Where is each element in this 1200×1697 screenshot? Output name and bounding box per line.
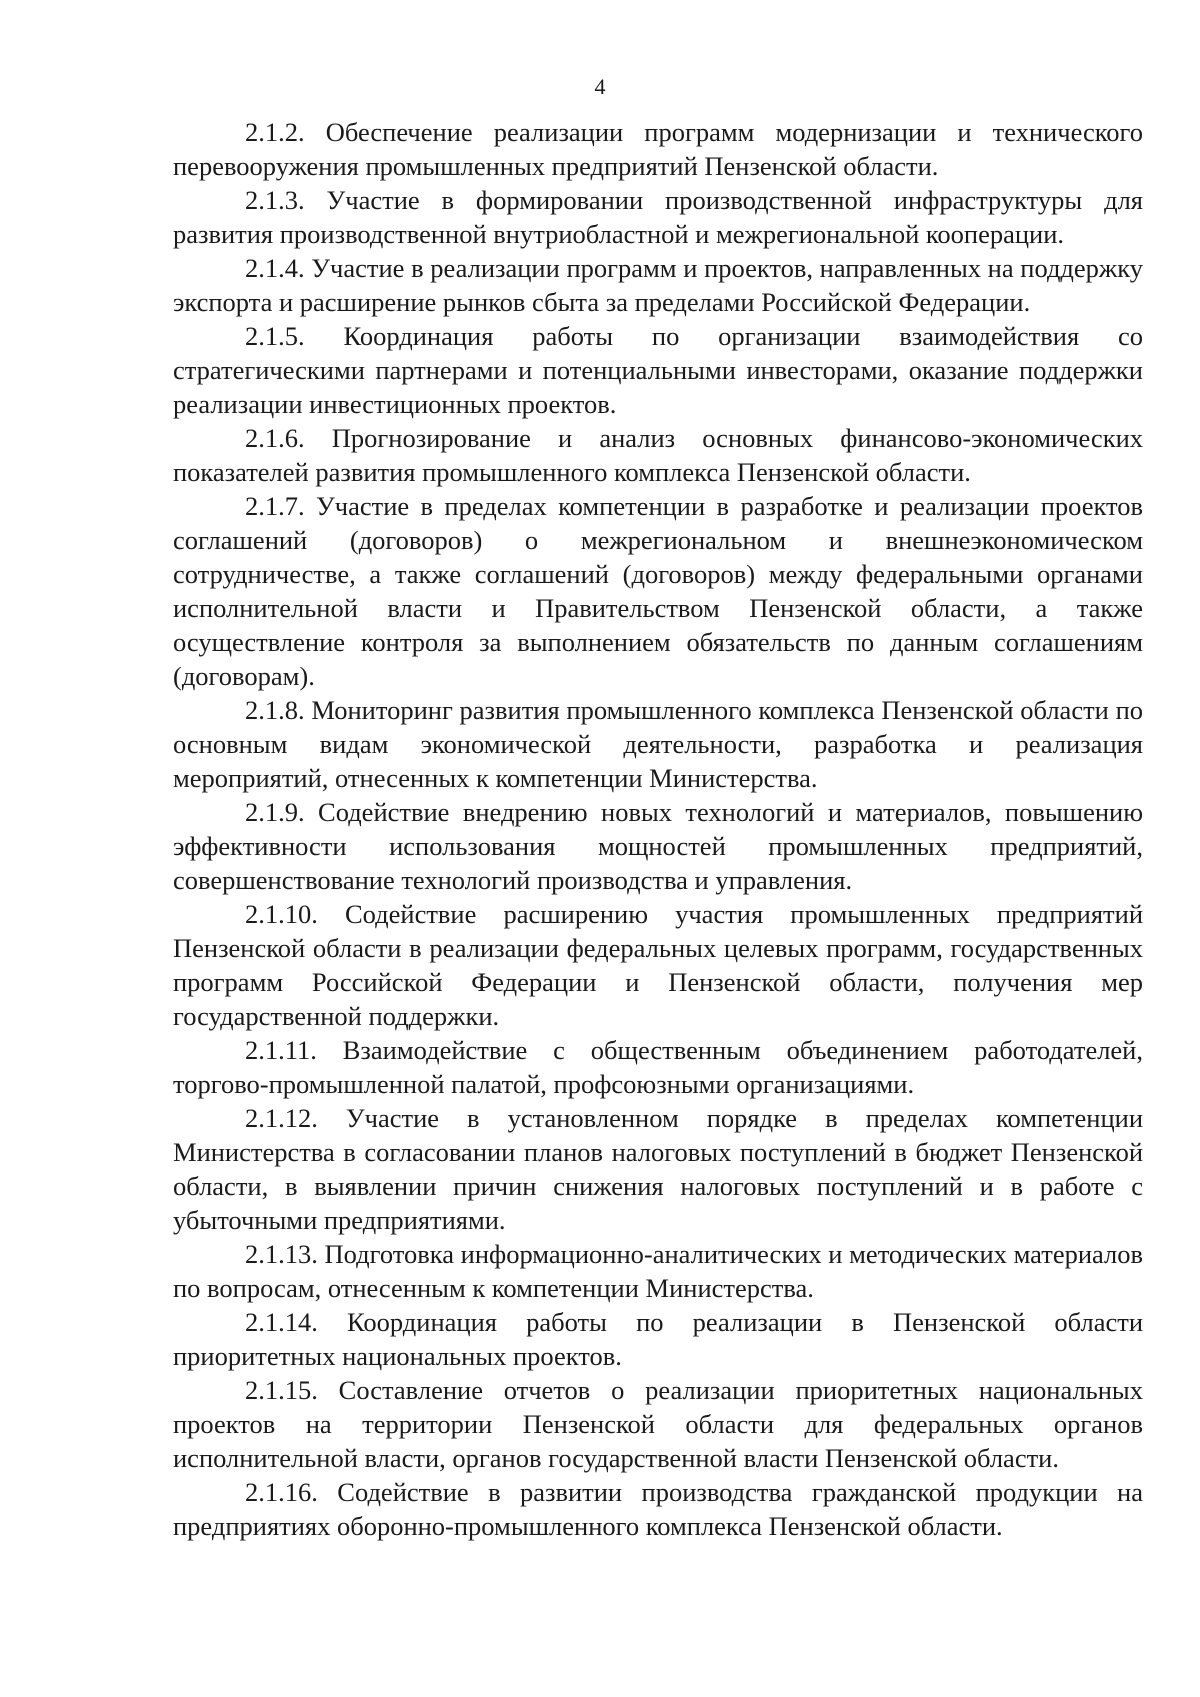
paragraph-2-1-4: 2.1.4. Участие в реализации программ и проектов, направленных на поддержку экспорта и расширение рынков сбыта за пределами Российской Федерации. — [173, 253, 1143, 317]
paragraph-2-1-11: 2.1.11. Взаимодействие с общественным объединением работодателей, торгово-промышленной палатой, профсоюзными организациями. — [173, 1035, 1143, 1099]
paragraph-2-1-3: 2.1.3. Участие в формировании производственной инфраструктуры для развития производственной внутриобластной и межрегиональной кооперации. — [173, 185, 1143, 249]
paragraph-2-1-9: 2.1.9. Содействие внедрению новых технологий и материалов, повышению эффективности использования мощностей промышленных предприятий, совершенствование технологий производства и управления. — [173, 797, 1143, 895]
paragraph-2-1-16: 2.1.16. Содействие в развитии производства гражданской продукции на предприятиях оборонно-промышленного комплекса Пензенской области. — [173, 1477, 1143, 1541]
paragraph-2-1-7: 2.1.7. Участие в пределах компетенции в разработке и реализации проектов соглашений (договоров) о межрегиональном и внешнеэкономическом сотрудничестве, а также соглашений (договоров) между федеральными органами исполнительной власти и Правительством Пензенской области, а также осуществление контроля за выполнением обязательств по данным соглашениям (договорам). — [173, 491, 1143, 691]
document-body — [173, 115, 1143, 1543]
paragraph-2-1-2: 2.1.2. Обеспечение реализации программ модернизации и технического перевооружения промышленных предприятий Пензенской области. — [173, 117, 1143, 181]
paragraph-2-1-14: 2.1.14. Координация работы по реализации в Пензенской области приоритетных национальных проектов. — [173, 1307, 1143, 1371]
paragraph-2-1-8: 2.1.8. Мониторинг развития промышленного комплекса Пензенской области по основным видам экономической деятельности, разработка и реализация мероприятий, отнесенных к компетенции Министерства. — [173, 695, 1143, 793]
paragraph-2-1-13: 2.1.13. Подготовка информационно-аналитических и методических материалов по вопросам, отнесенным к компетенции Министерства. — [173, 1239, 1143, 1303]
paragraph-2-1-15: 2.1.15. Составление отчетов о реализации приоритетных национальных проектов на территории Пензенской области для федеральных органов исполнительной власти, органов государственной власти Пензенской области. — [173, 1375, 1143, 1473]
paragraph-2-1-10: 2.1.10. Содействие расширению участия промышленных предприятий Пензенской области в реализации федеральных целевых программ, государственных программ Российской Федерации и Пензенской области, получения мер государственной поддержки. — [173, 899, 1143, 1031]
paragraph-2-1-6: 2.1.6. Прогнозирование и анализ основных финансово-экономических показателей развития промышленного комплекса Пензенской области. — [173, 423, 1143, 487]
page-number: 4 — [594, 74, 606, 99]
paragraph-2-1-12: 2.1.12. Участие в установленном порядке в пределах компетенции Министерства в согласовании планов налоговых поступлений в бюджет Пензенской области, в выявлении причин снижения налоговых поступлений и в работе с убыточными предприятиями. — [173, 1103, 1143, 1235]
paragraph-2-1-5: 2.1.5. Координация работы по организации взаимодействия со стратегическими партнерами и потенциальными инвесторами, оказание поддержки реализации инвестиционных проектов. — [173, 321, 1143, 419]
